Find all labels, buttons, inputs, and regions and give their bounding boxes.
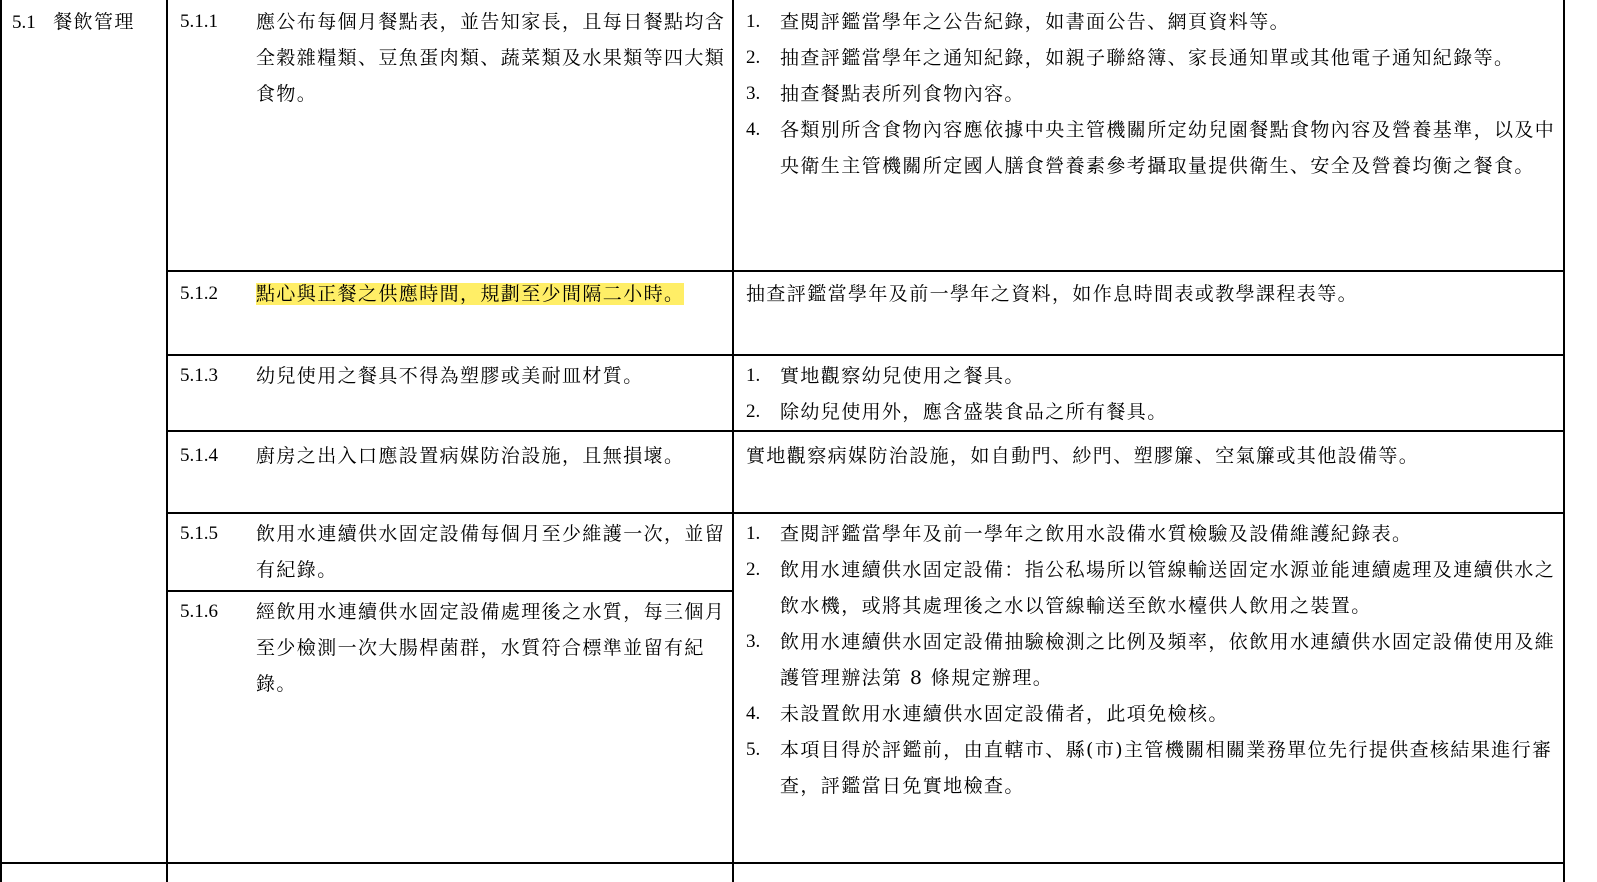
list-marker: 4. (746, 119, 761, 140)
section-label (12, 4, 164, 41)
item-code: 5.1.4 (180, 445, 218, 466)
list-marker: 4. (746, 703, 761, 724)
row-divider (166, 430, 1565, 432)
table-border-bottom (0, 862, 1565, 864)
method-list (746, 358, 1558, 430)
section-code: 5.1 (12, 12, 36, 33)
list-marker: 2. (746, 47, 761, 68)
method-item: 5. 本項目得於評鑑前，由直轄市、縣(市)主管機關相關業務單位先行提供查核結果進行審查，評鑑當日免實地檢查。 (746, 732, 1558, 804)
list-marker: 1. (746, 11, 761, 32)
highlighted-text: 點心與正餐之供應時間，規劃至少間隔二小時。 (256, 283, 685, 305)
item-code: 5.1.3 (180, 365, 218, 386)
method-list (746, 4, 1558, 184)
row-divider (166, 512, 1565, 514)
item-code: 5.1.6 (180, 601, 218, 622)
table-border-left (0, 0, 2, 882)
column-divider-section (166, 0, 168, 882)
method-item: 1. 實地觀察幼兒使用之餐具。 (746, 358, 1558, 394)
item-criterion: 飲用水連續供水固定設備每個月至少維護一次，並留有紀錄。 (256, 523, 726, 581)
method-text: 實地觀察病媒防治設施，如自動門、紗門、塑膠簾、空氣簾或其他設備等。 (746, 445, 1420, 467)
row-divider (166, 354, 1565, 356)
item-code: 5.1.1 (180, 11, 218, 32)
column-divider-method (732, 0, 734, 882)
list-marker: 3. (746, 631, 761, 652)
item-criterion: 經飲用水連續供水固定設備處理後之水質，每三個月至少檢測一次大腸桿菌群，水質符合標準並留有紀錄。 (256, 601, 726, 695)
method-item: 3. 抽查餐點表所列食物內容。 (746, 76, 1558, 112)
method-item: 2. 飲用水連續供水固定設備：指公私場所以管線輸送固定水源並能連續處理及連續供水之飲水機，或將其處理後之水以管線輸送至飲水檯供人飲用之裝置。 (746, 552, 1558, 624)
method-list (746, 516, 1558, 804)
method-item: 1. 查閱評鑑當學年之公告紀錄，如書面公告、網頁資料等。 (746, 4, 1558, 40)
method-item: 3. 飲用水連續供水固定設備抽驗檢測之比例及頻率，依飲用水連續供水固定設備使用及維護管理辦法第 8 條規定辦理。 (746, 624, 1558, 696)
list-marker: 5. (746, 739, 761, 760)
item-criterion: 廚房之出入口應設置病媒防治設施，且無損壞。 (256, 445, 685, 467)
method-item: 2. 除幼兒使用外，應含盛裝食品之所有餐具。 (746, 394, 1558, 430)
row-divider (166, 270, 1565, 272)
method-text: 抽查評鑑當學年及前一學年之資料，如作息時間表或教學課程表等。 (746, 283, 1359, 305)
item-criterion: 幼兒使用之餐具不得為塑膠或美耐皿材質。 (256, 365, 644, 387)
list-marker: 2. (746, 559, 761, 580)
method-item: 2. 抽查評鑑當學年之通知紀錄，如親子聯絡簿、家長通知單或其他電子通知紀錄等。 (746, 40, 1558, 76)
item-criterion: 應公布每個月餐點表，並告知家長，且每日餐點均含全穀雜糧類、豆魚蛋肉類、蔬菜類及水果類等四大類食物。 (256, 11, 726, 105)
item-criterion (256, 276, 726, 312)
list-marker: 2. (746, 401, 761, 422)
item-code: 5.1.2 (180, 283, 218, 304)
table-border-right (1563, 0, 1565, 882)
method-item: 4. 各類別所含食物內容應依據中央主管機關所定幼兒園餐點食物內容及營養基準，以及中央衛生主管機關所定國人膳食營養素參考攝取量提供衛生、安全及營養均衡之餐食。 (746, 112, 1558, 184)
list-marker: 3. (746, 83, 761, 104)
section-title: 餐飲管理 (53, 11, 135, 33)
list-marker: 1. (746, 365, 761, 386)
method-item: 4. 未設置飲用水連續供水固定設備者，此項免檢核。 (746, 696, 1558, 732)
list-marker: 1. (746, 523, 761, 544)
method-item: 1. 查閱評鑑當學年及前一學年之飲用水設備水質檢驗及設備維護紀錄表。 (746, 516, 1558, 552)
item-code: 5.1.5 (180, 523, 218, 544)
row-divider (166, 590, 734, 592)
